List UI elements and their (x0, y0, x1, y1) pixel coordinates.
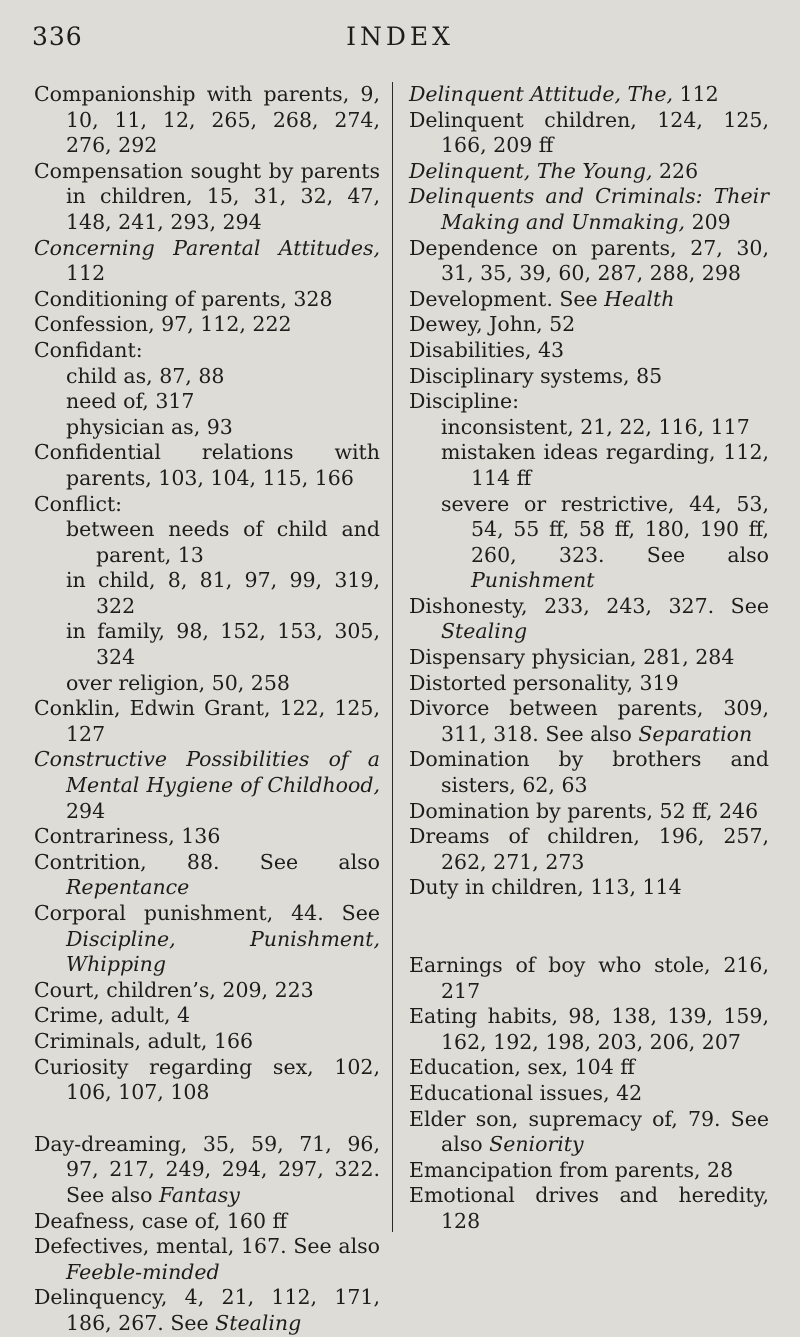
index-text: 294 (66, 798, 106, 823)
index-subentry (34, 364, 380, 390)
index-text: Emotional drives and heredity, 128 (409, 1183, 769, 1233)
index-subentry (34, 389, 380, 415)
page-number: 336 (32, 22, 83, 51)
index-entry (409, 338, 769, 364)
index-text: Contrition, 88. See also (34, 849, 380, 874)
index-column-left (34, 82, 380, 1337)
index-entry (34, 236, 380, 287)
index-text-italic: Seniority (489, 1132, 584, 1157)
index-entry (409, 671, 769, 697)
index-entry (409, 287, 769, 313)
index-subentry (34, 517, 380, 568)
index-text: 209 (691, 209, 731, 234)
index-text: in family, 98, 152, 153, 305, 324 (66, 619, 380, 670)
index-text: Confidant: (34, 337, 143, 362)
index-entry (34, 1234, 380, 1285)
index-entry (409, 364, 769, 390)
index-column-right (409, 82, 769, 1235)
index-entry (409, 875, 769, 901)
index-text: Corporal punishment, 44. See (34, 901, 380, 925)
index-text-italic: Health (604, 286, 675, 311)
index-text: Dishonesty, 233, 243, 327. See (409, 593, 769, 618)
index-text: Crime, adult, 4 (34, 1003, 191, 1028)
index-text: mistaken ideas regarding, 112, 114 ff (441, 440, 769, 490)
index-text: Compensation sought by parents in children, 15, 31, 32, 47, 148, 241, 293, 294 (34, 158, 380, 234)
index-text: Delinquency, 4, 21, 112, 171, 186, 267. See (34, 1285, 380, 1335)
index-text-italic: Stealing (215, 1310, 302, 1335)
index-text: Court, children’s, 209, 223 (34, 977, 314, 1002)
index-entry (34, 1132, 380, 1209)
index-text: 226 (659, 158, 699, 183)
index-text: Distorted personality, 319 (409, 670, 679, 695)
index-text: Dreams of children, 196, 257, 262, 271, 273 (409, 824, 769, 874)
index-text: Development. See (409, 286, 605, 311)
index-text: Conklin, Edwin Grant, 122, 125, 127 (34, 696, 380, 746)
index-text: 112 (66, 261, 106, 286)
index-entry (34, 1285, 380, 1336)
index-entry (409, 1183, 769, 1234)
index-text: Conditioning of parents, 328 (34, 286, 333, 311)
section-gap (409, 927, 769, 953)
index-text-italic: Separation (638, 721, 753, 746)
column-divider (392, 82, 393, 1232)
index-entry (34, 312, 380, 338)
index-text-italic: Stealing (441, 619, 528, 644)
index-text: Education, sex, 104 ff (409, 1055, 635, 1080)
index-entry (409, 594, 769, 645)
index-entry (409, 696, 769, 747)
index-text: Educational issues, 42 (409, 1080, 643, 1105)
index-entry (409, 108, 769, 159)
index-text: Contrariness, 136 (34, 824, 221, 849)
index-entry (409, 1004, 769, 1055)
index-entry (34, 901, 380, 978)
index-text: need of, 317 (66, 389, 195, 414)
index-text-italic: Delinquent Attitude, The, (409, 82, 680, 106)
index-text: 112 (679, 82, 719, 106)
index-subentry (409, 415, 769, 441)
index-text: in child, 8, 81, 97, 99, 319, 322 (66, 568, 380, 618)
index-text: Companionship with parents, 9, 10, 11, 12, 265, 268, 274, 276, 292 (34, 82, 380, 158)
index-entry (409, 389, 769, 415)
index-text: inconsistent, 21, 22, 116, 117 (441, 414, 750, 439)
index-entry (34, 287, 380, 313)
index-subentry (409, 440, 769, 491)
index-text: Disciplinary systems, 85 (409, 363, 663, 388)
index-entry (34, 824, 380, 850)
index-text: Confession, 97, 112, 222 (34, 312, 292, 337)
index-text: Discipline: (409, 389, 520, 414)
index-entry (409, 82, 769, 108)
index-text-italic: Delinquents and Criminals: Their Making and Unmaking, (409, 184, 769, 234)
index-entry (34, 82, 380, 159)
index-text: Earnings of boy who stole, 216, 217 (409, 953, 769, 1003)
index-text: Domination by parents, 52 ff, 246 (409, 798, 759, 823)
index-subentry (409, 492, 769, 594)
index-entry (409, 1158, 769, 1184)
index-text: Eating habits, 98, 138, 139, 159, 162, 192, 198, 203, 206, 207 (409, 1004, 769, 1054)
index-entry (34, 159, 380, 236)
index-entry (409, 236, 769, 287)
index-entry (409, 1107, 769, 1158)
index-text: Duty in children, 113, 114 (409, 875, 682, 900)
index-text: Deafness, case of, 160 ff (34, 1208, 288, 1233)
index-entry (34, 978, 380, 1004)
index-entry (34, 1055, 380, 1106)
index-entry (409, 953, 769, 1004)
index-text: physician as, 93 (66, 414, 233, 439)
index-text: Curiosity regarding sex, 102, 106, 107, 108 (34, 1054, 380, 1105)
index-text-italic: Feeble-minded (66, 1259, 220, 1284)
index-text-italic: Constructive Possibilities of a Mental Hygiene of Childhood, (34, 747, 380, 798)
index-subentry (34, 568, 380, 619)
index-entry (34, 1209, 380, 1235)
index-text: Dewey, John, 52 (409, 312, 576, 337)
index-entry (409, 1081, 769, 1107)
index-text: Disabilities, 43 (409, 337, 565, 362)
index-text: Delinquent children, 124, 125, 166, 209 ff (409, 107, 769, 158)
index-entry (409, 645, 769, 671)
index-subentry (34, 619, 380, 670)
index-text: Emancipation from parents, 28 (409, 1157, 734, 1182)
index-text: Defectives, mental, 167. See also (34, 1234, 380, 1259)
index-subentry (34, 671, 380, 697)
index-text: Dispensary physician, 281, 284 (409, 645, 735, 670)
index-text: Criminals, adult, 166 (34, 1028, 254, 1053)
index-text: Day-dreaming, 35, 59, 71, 96, 97, 217, 249, 294, 297, 322. See also (34, 1131, 380, 1207)
index-text: Elder son, supremacy of, 79. See also (409, 1106, 769, 1157)
index-text-italic: Punishment (471, 568, 595, 593)
index-text-italic: Concerning Parental Attitudes, (34, 235, 380, 260)
index-entry (34, 492, 380, 518)
index-text: over religion, 50, 258 (66, 670, 290, 695)
index-entry (34, 1029, 380, 1055)
index-text: Confidential relations with parents, 103, 104, 115, 166 (34, 440, 380, 490)
index-text: between needs of child and parent, 13 (66, 517, 380, 567)
index-text: severe or restrictive, 44, 53, 54, 55 ff, 58 ff, 180, 190 ff, 260, 323. See also (441, 491, 769, 567)
index-entry (34, 747, 380, 824)
index-entry (409, 747, 769, 798)
index-entry (409, 184, 769, 235)
index-entry (34, 1003, 380, 1029)
index-entry (34, 850, 380, 901)
index-text-italic: Discipline, Punishment, Whipping (66, 926, 380, 977)
section-gap (34, 1106, 380, 1132)
index-subentry (34, 415, 380, 441)
index-entry (409, 159, 769, 185)
index-text: Conflict: (34, 491, 123, 516)
section-gap (409, 901, 769, 927)
index-entry (409, 824, 769, 875)
index-text-italic: Delinquent, The Young, (409, 158, 659, 183)
index-text: Divorce between parents, 309, 311, 318. See also (409, 696, 769, 746)
index-text-italic: Fantasy (158, 1182, 240, 1207)
running-head-title: INDEX (346, 22, 454, 51)
index-entry (409, 799, 769, 825)
index-entry (409, 1055, 769, 1081)
index-text: Dependence on parents, 27, 30, 31, 35, 39, 60, 287, 288, 298 (409, 235, 769, 286)
index-entry (34, 696, 380, 747)
index-entry (34, 440, 380, 491)
index-text: Domination by brothers and sisters, 62, 63 (409, 747, 769, 798)
index-entry (409, 312, 769, 338)
index-entry (34, 338, 380, 364)
index-text-italic: Repentance (66, 875, 190, 900)
index-text: child as, 87, 88 (66, 363, 225, 388)
